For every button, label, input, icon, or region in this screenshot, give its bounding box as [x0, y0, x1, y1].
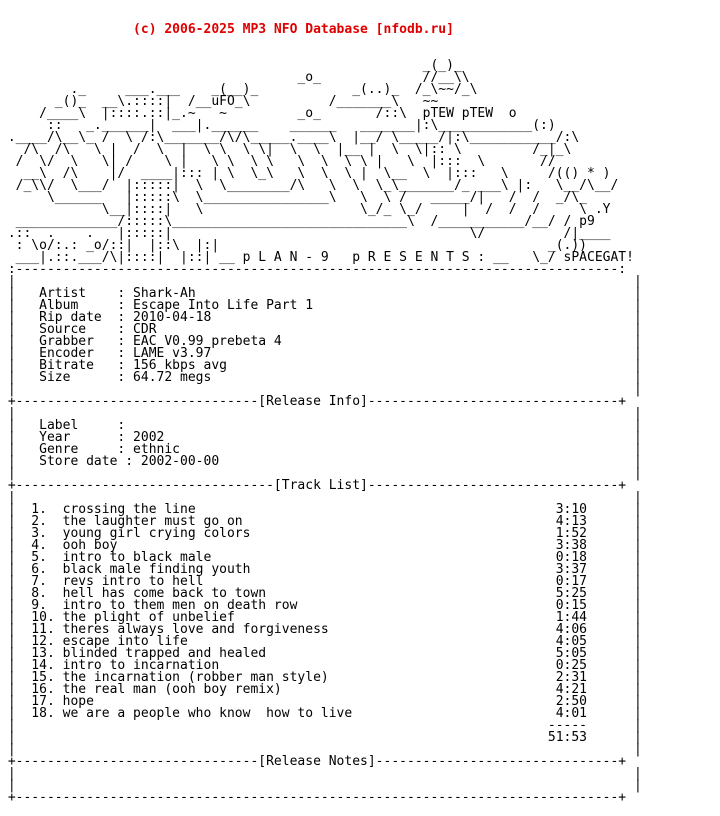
nfo-line: _o_ //__\\	[0, 70, 470, 85]
nfo-line: ._ ___.___ _(__)_ _(..)_ /_\~~/_\	[0, 82, 478, 97]
nfo-line: | |	[0, 490, 642, 505]
nfo-line: | |	[0, 766, 642, 781]
nfo-line: :: _.______| ___|.______ ______ _______|:\____________(:)	[0, 118, 556, 133]
nfo-line: .:: . . |:::::| \/ /|____	[0, 226, 611, 241]
nfo-line: | 13. blinded trapped and healed 5:05 |	[0, 646, 642, 661]
nfo-line: | Album : Escape Into Life Part 1 |	[0, 298, 642, 313]
nfo-line: | |	[0, 406, 642, 421]
nfo-line: | Label : |	[0, 418, 642, 433]
nfo-copyright-header: (c) 2006-2025 MP3 NFO Database [nfodb.ru]	[0, 22, 454, 37]
nfo-line: | Artist : Shark-Ah |	[0, 286, 642, 301]
nfo-line: / \/ \ \| / \ | \ \ \ \ \ \ \ \ | \ |::: \ //	[0, 154, 556, 169]
nfo-line: | Bitrate : 156 kbps avg |	[0, 358, 642, 373]
nfo-line: | 12. escape into life 4:05 |	[0, 634, 642, 649]
nfo-line: | Encoder : LAME v3.97 |	[0, 346, 642, 361]
nfo-line: | |	[0, 742, 642, 757]
nfo-line: +-----------------------------------------------------------------------------+	[0, 790, 627, 805]
nfo-line: | 17. hope 2:50 |	[0, 694, 642, 709]
nfo-line: | 14. intro to incarnation 0:25 |	[0, 658, 642, 673]
nfo-line: | Store date : 2002-00-00 |	[0, 454, 642, 469]
nfo-line: +-------------------------------[Release Notes]-------------------------------+	[0, 754, 627, 769]
nfo-line: /____\ |::::.::|_.~ ~ _o_ /::\ pTEW pTEW o	[0, 106, 517, 121]
nfo-line: __\ /\ |/ ____|::: | \ \_\ \ \ \ | \__ \ |::: \ /(() * )	[0, 166, 611, 181]
nfo-line: | Rip date : 2010-04-18 |	[0, 310, 642, 325]
nfo-line: : \o/:.: _o/::| |::\ |:| _(.))	[0, 238, 587, 253]
nfo-line: | 10. the plight of unbelief 1:44 |	[0, 610, 642, 625]
nfo-line: | Genre : ethnic |	[0, 442, 642, 457]
nfo-line: | |	[0, 274, 642, 289]
nfo-line: _()_ __\.::::| /__uFO_\ /_______\ ~~	[0, 94, 439, 109]
nfo-line: | |	[0, 382, 642, 397]
nfo-line: +-------------------------------[Release Info]--------------------------------+	[0, 394, 627, 409]
nfo-line: | |	[0, 466, 642, 481]
nfo-line: /_\\/ \___/ |:::::| \ \________/\ \ \ \_\_______/_ ___\ |: \__/\__/	[0, 178, 619, 193]
nfo-line: \__|::::| \ \_/_ \_/ | / / / \ .Y	[0, 202, 611, 217]
nfo-body	[0, 60, 642, 804]
nfo-line: | 15. the incarnation (robber man style) 2:31 |	[0, 670, 642, 685]
nfo-line: .____/\__\_ / \ /:\_______/\/\_____.____\ |__/ \_____/|:\___________/:\	[0, 130, 580, 145]
nfo-line: | Size : 64.72 megs |	[0, 370, 642, 385]
nfo-line: | Grabber : EAC V0.99 prebeta 4 |	[0, 334, 642, 349]
nfo-line: | 18. we are a people who know how to live 4:01 |	[0, 706, 642, 721]
nfo-line: /\ /\ \ | / \ | \ \ \ \| \ \ |__ | \ \|:: \ /_|_\	[0, 142, 572, 157]
nfo-line: | 6. black male finding youth 3:37 |	[0, 562, 642, 577]
nfo-line: | 51:53 |	[0, 730, 642, 745]
nfo-line: | 1. crossing the line 3:10 |	[0, 502, 642, 517]
nfo-line: \______ |:::::\ \________________\ \ \ / _____/| / / _/\_	[0, 190, 587, 205]
nfo-line: | 5. intro to black male 0:18 |	[0, 550, 642, 565]
nfo-line: +---------------------------------[Track List]--------------------------------+	[0, 478, 627, 493]
nfo-line: | 9. intro to them men on death row 0:15 |	[0, 598, 642, 613]
nfo-line: | |	[0, 778, 642, 793]
nfo-line: | 4. ooh boy 3:38 |	[0, 538, 642, 553]
nfo-line: | 3. young girl crying colors 1:52 |	[0, 526, 642, 541]
nfo-line: | 16. the real man (ooh boy remix) 4:21 |	[0, 682, 642, 697]
nfo-line: | 8. hell has come back to town 5:25 |	[0, 586, 642, 601]
nfo-line: | Source : CDR |	[0, 322, 642, 337]
nfo-line: | 7. revs intro to hell 0:17 |	[0, 574, 642, 589]
nfo-line: | 2. the laughter must go on 4:13 |	[0, 514, 642, 529]
nfo-line: _____________/:::::\______________________________\ /___________/__/ / p9	[0, 214, 595, 229]
nfo-line: | 11. theres always love and forgiveness 4:06 |	[0, 622, 642, 637]
nfo-line: _(_)_	[0, 58, 462, 73]
nfo-line: | Year : 2002 |	[0, 430, 642, 445]
nfo-line: :-----------------------------------------------------------------------------:	[0, 262, 627, 277]
nfo-line: ___|.::.___/\|::::| |::| __ p L A N - 9 p R E S E N T S : __ \_/ sPACEGAT!	[0, 250, 634, 265]
nfo-line: | ----- |	[0, 718, 642, 733]
